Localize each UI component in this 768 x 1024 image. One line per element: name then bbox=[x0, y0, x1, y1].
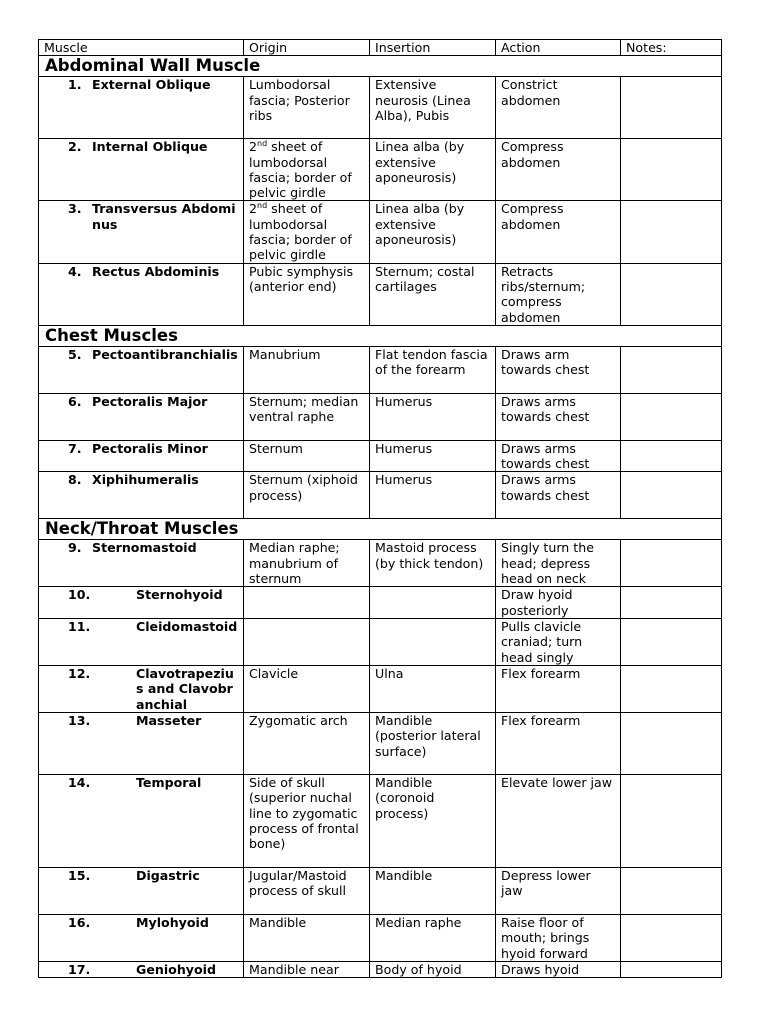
muscle-name: External Oblique bbox=[92, 77, 211, 93]
origin-prefix: 2 bbox=[249, 201, 258, 217]
action-cell: Compress abdomen bbox=[496, 139, 621, 201]
action-cell: Flex forearm bbox=[496, 666, 621, 713]
notes-cell bbox=[621, 440, 722, 472]
insertion-cell: Mandible (coronoid process) bbox=[370, 775, 496, 868]
origin-cell bbox=[244, 619, 370, 666]
muscle-name-cell bbox=[39, 868, 244, 915]
table-row bbox=[39, 139, 722, 201]
section-row bbox=[39, 56, 722, 77]
table-row bbox=[39, 962, 722, 978]
origin-cell: Side of skull (superior nuchal line to zygomatic process of frontal bone) bbox=[244, 775, 370, 868]
origin-cell: Sternum (xiphoid process) bbox=[244, 472, 370, 519]
table-row bbox=[39, 666, 722, 713]
insertion-cell: Mandible (posterior lateral surface) bbox=[370, 713, 496, 775]
table-row bbox=[39, 393, 722, 440]
insertion-cell: Mastoid process (by thick tendon) bbox=[370, 540, 496, 587]
muscle-name-cell bbox=[39, 393, 244, 440]
table-row bbox=[39, 587, 722, 619]
section-row bbox=[39, 325, 722, 346]
muscle-table bbox=[38, 39, 722, 978]
action-cell: Flex forearm bbox=[496, 713, 621, 775]
muscle-number: 13. bbox=[68, 713, 91, 729]
header-insertion: Insertion bbox=[370, 40, 496, 56]
origin-text: sheet of lumbodorsal fascia; border of pelvic girdle bbox=[249, 201, 352, 263]
action-cell: Depress lower jaw bbox=[496, 868, 621, 915]
notes-cell bbox=[621, 77, 722, 139]
insertion-cell: Ulna bbox=[370, 666, 496, 713]
origin-cell bbox=[244, 587, 370, 619]
table-row bbox=[39, 915, 722, 962]
origin-cell: Zygomatic arch bbox=[244, 713, 370, 775]
muscle-number: 4. bbox=[68, 263, 82, 279]
origin-superscript: nd bbox=[257, 139, 268, 149]
insertion-cell: Humerus bbox=[370, 472, 496, 519]
muscle-number: 10. bbox=[68, 587, 91, 603]
muscle-number: 15. bbox=[68, 868, 91, 884]
notes-cell bbox=[621, 619, 722, 666]
table-row bbox=[39, 868, 722, 915]
table-row bbox=[39, 619, 722, 666]
muscle-number: 3. bbox=[68, 201, 82, 217]
muscle-table-body bbox=[39, 40, 722, 978]
insertion-cell: Flat tendon fascia of the forearm bbox=[370, 346, 496, 393]
notes-cell bbox=[621, 775, 722, 868]
muscle-name-cell bbox=[39, 962, 244, 978]
table-row bbox=[39, 263, 722, 325]
muscle-name: Geniohyoid bbox=[136, 962, 216, 978]
notes-cell bbox=[621, 472, 722, 519]
notes-cell bbox=[621, 587, 722, 619]
muscle-name: Rectus Abdominis bbox=[92, 263, 220, 279]
origin-prefix: 2 bbox=[249, 139, 258, 155]
muscle-name: Transversus Abdominus bbox=[92, 201, 236, 232]
muscle-name-cell bbox=[39, 139, 244, 201]
table-row bbox=[39, 540, 722, 587]
muscle-name-cell bbox=[39, 915, 244, 962]
action-cell: Draws arms towards chest bbox=[496, 393, 621, 440]
muscle-number: 16. bbox=[68, 915, 91, 931]
action-cell: Raise floor of mouth; brings hyoid forward bbox=[496, 915, 621, 962]
header-muscle: Muscle bbox=[39, 40, 244, 56]
insertion-cell bbox=[370, 587, 496, 619]
muscle-number: 5. bbox=[68, 346, 82, 362]
notes-cell bbox=[621, 915, 722, 962]
notes-cell bbox=[621, 139, 722, 201]
muscle-name-cell bbox=[39, 619, 244, 666]
insertion-cell bbox=[370, 619, 496, 666]
muscle-name: Xiphihumeralis bbox=[92, 472, 199, 488]
action-cell: Retracts ribs/sternum; compress abdomen bbox=[496, 263, 621, 325]
muscle-name-cell bbox=[39, 713, 244, 775]
muscle-name-cell bbox=[39, 666, 244, 713]
muscle-name: Pectoralis Major bbox=[92, 393, 208, 409]
notes-cell bbox=[621, 201, 722, 263]
muscle-number: 1. bbox=[68, 77, 82, 93]
muscle-name-cell bbox=[39, 263, 244, 325]
muscle-name: Sternomastoid bbox=[92, 540, 197, 556]
header-origin: Origin bbox=[244, 40, 370, 56]
muscle-number: 7. bbox=[68, 440, 82, 456]
insertion-cell: Linea alba (by extensive aponeurosis) bbox=[370, 201, 496, 263]
muscle-name: Pectoralis Minor bbox=[92, 440, 208, 456]
muscle-number: 12. bbox=[68, 666, 91, 682]
notes-cell bbox=[621, 393, 722, 440]
muscle-name-cell bbox=[39, 587, 244, 619]
origin-text: sheet of lumbodorsal fascia; border of pelvic girdle bbox=[249, 139, 352, 201]
section-row bbox=[39, 519, 722, 540]
origin-cell: Pubic symphysis (anterior end) bbox=[244, 263, 370, 325]
insertion-cell: Humerus bbox=[370, 393, 496, 440]
action-cell: Elevate lower jaw bbox=[496, 775, 621, 868]
action-cell: Compress abdomen bbox=[496, 201, 621, 263]
action-cell: Draw hyoid posteriorly bbox=[496, 587, 621, 619]
table-header-row bbox=[39, 40, 722, 56]
table-row bbox=[39, 472, 722, 519]
action-cell: Draws arm towards chest bbox=[496, 346, 621, 393]
origin-cell: Lumbodorsal fascia; Posterior ribs bbox=[244, 77, 370, 139]
muscle-number: 8. bbox=[68, 472, 82, 488]
origin-cell: Sternum bbox=[244, 440, 370, 472]
action-cell: Draws arms towards chest bbox=[496, 440, 621, 472]
origin-cell: Mandible near bbox=[244, 962, 370, 978]
muscle-name: Cleidomastoid bbox=[136, 619, 238, 635]
muscle-name: Sternohyoid bbox=[136, 587, 223, 603]
muscle-number: 11. bbox=[68, 619, 91, 635]
notes-cell bbox=[621, 962, 722, 978]
notes-cell bbox=[621, 346, 722, 393]
table-row bbox=[39, 775, 722, 868]
table-row bbox=[39, 77, 722, 139]
insertion-cell: Extensive neurosis (Linea Alba), Pubis bbox=[370, 77, 496, 139]
table-row bbox=[39, 440, 722, 472]
action-cell: Draws hyoid bbox=[496, 962, 621, 978]
muscle-number: 2. bbox=[68, 139, 82, 155]
origin-cell: Sternum; median ventral raphe bbox=[244, 393, 370, 440]
muscle-number: 6. bbox=[68, 393, 82, 409]
muscle-name: Pectoantibranchialis bbox=[92, 346, 238, 362]
action-cell: Constrict abdomen bbox=[496, 77, 621, 139]
section-title: Abdominal Wall Muscle bbox=[39, 56, 722, 77]
muscle-number: 14. bbox=[68, 775, 91, 791]
origin-cell: Median raphe; manubrium of sternum bbox=[244, 540, 370, 587]
section-title: Chest Muscles bbox=[39, 325, 722, 346]
muscle-name-cell bbox=[39, 540, 244, 587]
notes-cell bbox=[621, 263, 722, 325]
notes-cell bbox=[621, 868, 722, 915]
muscle-name: Mylohyoid bbox=[136, 915, 209, 931]
insertion-cell: Humerus bbox=[370, 440, 496, 472]
muscle-name-cell bbox=[39, 472, 244, 519]
notes-cell bbox=[621, 713, 722, 775]
muscle-name-cell bbox=[39, 775, 244, 868]
insertion-cell: Body of hyoid bbox=[370, 962, 496, 978]
notes-cell bbox=[621, 666, 722, 713]
table-row bbox=[39, 713, 722, 775]
table-row bbox=[39, 346, 722, 393]
insertion-cell: Linea alba (by extensive aponeurosis) bbox=[370, 139, 496, 201]
insertion-cell: Sternum; costal cartilages bbox=[370, 263, 496, 325]
insertion-cell: Median raphe bbox=[370, 915, 496, 962]
muscle-name-cell bbox=[39, 201, 244, 263]
insertion-cell: Mandible bbox=[370, 868, 496, 915]
muscle-name-cell bbox=[39, 77, 244, 139]
muscle-name-cell bbox=[39, 346, 244, 393]
action-cell: Singly turn the head; depress head on neck bbox=[496, 540, 621, 587]
origin-cell: Mandible bbox=[244, 915, 370, 962]
table-row bbox=[39, 201, 722, 263]
muscle-number: 17. bbox=[68, 962, 91, 978]
origin-cell bbox=[244, 139, 370, 201]
muscle-name: Internal Oblique bbox=[92, 139, 208, 155]
notes-cell bbox=[621, 540, 722, 587]
origin-superscript: nd bbox=[257, 201, 268, 211]
muscle-name: Digastric bbox=[136, 868, 200, 884]
muscle-name-cell bbox=[39, 440, 244, 472]
action-cell: Draws arms towards chest bbox=[496, 472, 621, 519]
origin-cell: Manubrium bbox=[244, 346, 370, 393]
muscle-name: Masseter bbox=[136, 713, 202, 729]
section-title: Neck/Throat Muscles bbox=[39, 519, 722, 540]
header-action: Action bbox=[496, 40, 621, 56]
origin-cell: Clavicle bbox=[244, 666, 370, 713]
origin-cell: Jugular/Mastoid process of skull bbox=[244, 868, 370, 915]
muscle-number: 9. bbox=[68, 540, 82, 556]
muscle-name: Clavotrapezius and Clavobranchial bbox=[136, 666, 234, 712]
action-cell: Pulls clavicle craniad; turn head singly bbox=[496, 619, 621, 666]
header-notes: Notes: bbox=[621, 40, 722, 56]
muscle-name: Temporal bbox=[136, 775, 202, 791]
origin-cell bbox=[244, 201, 370, 263]
